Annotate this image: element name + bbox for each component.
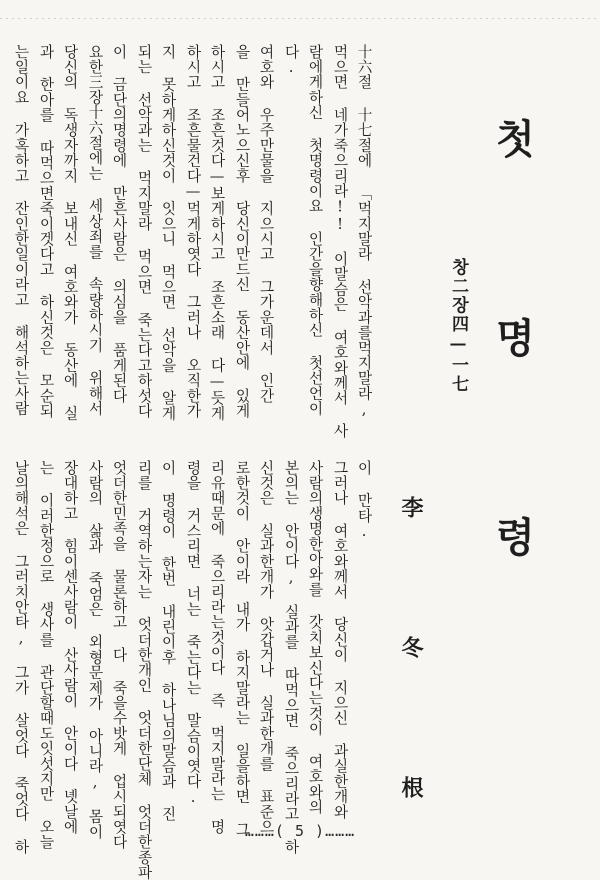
top-rule xyxy=(0,18,600,19)
text-column: 다. xyxy=(282,44,300,77)
text-column: 날의해석은 그러치안타, 그가 살엇다 죽엇다 하 xyxy=(12,460,30,855)
text-column: 사람의 삶과 죽엄은 외형문제가 아니라, 몸이 xyxy=(86,460,104,840)
text-column: 람에게하신 첫명령이요 인간을향해하신 첫선언이 xyxy=(306,44,324,416)
text-column: 사람의생명한아와를 갓치보신다는것이 여호와의 xyxy=(306,460,324,815)
article-title: 첫 명 령 xyxy=(489,118,536,612)
text-column: 당신의 독생자까지 보내신 여호와가 동산에 실 xyxy=(61,44,79,421)
author-name: 李 冬 根 xyxy=(398,496,424,844)
text-column: 로한것이 안이라 내가 하지말라는 일을하면 그 xyxy=(233,460,251,837)
text-column: 이 명령이 한번 내린이후 하나님의말슴과 진 xyxy=(159,460,177,822)
text-column: 는일이요 가혹하고 잔인한일이라고 해석하는사람 xyxy=(12,44,30,416)
text-column: 는 이러한정으로 생사를 관단할때도잇섯지만 오늘 xyxy=(37,460,55,850)
text-column: 하시고 조흔물건다—먹게하엿다 그러나 오직한가 xyxy=(184,44,202,419)
text-column: 지 못하게하신것이 잇으니 먹으면 선악을 알게 xyxy=(159,44,177,421)
text-column: 리유때문에 죽으리라는것이다 즉 먹지말라는 명 xyxy=(208,460,226,835)
text-column: 먹으면 네가죽으리라!! 이말슴은 여호와께서 사 xyxy=(331,44,349,439)
text-column: 여호와 우주만물을 지으시고 그가운데서 인간 xyxy=(257,44,275,404)
text-column: 과 한아를 따먹으면죽이겟다고 하신것은 모순되 xyxy=(37,44,55,419)
text-column: 十六절 十七절에 「먹지말라 선악과를먹지말라, xyxy=(355,44,373,419)
text-column: 하시고 조흔것다—보게하시고 조흔소래 다—듯게 xyxy=(208,44,226,421)
text-column: 장대하고 힘이센사람이 산사람이 안이다 녯날에 xyxy=(61,460,79,835)
scripture-reference: 창二장四—一七 xyxy=(448,258,468,394)
page-number: ………( 5 )……… xyxy=(244,822,356,840)
text-column: 그러나 여호와께서 당신이 지으신 과실한개와 xyxy=(331,460,349,820)
text-column: 되는 선악과는 먹지말라 먹으면 죽는다고하섯다 xyxy=(135,44,153,419)
text-column: 을 만들어노으신후 당신이만드신 동산안에 있게 xyxy=(233,44,251,419)
text-column: 신것은 실과한개가 앗갑거나 실과한개를 표준으 xyxy=(257,460,275,835)
text-column: 이 금단의명령에 만흔사람은 의심을 품게된다 xyxy=(110,44,128,404)
text-column: 엇더한민족을 물론하고 다 죽을수밧게 업시되엿다 xyxy=(110,460,128,850)
text-column: 요한三장十六절에는 세상죄를 속량하시기 위해서 xyxy=(86,44,104,416)
text-column: 리를 거역하는자는 엇더한개인 엇더한단체 엇더한종파 xyxy=(135,460,153,880)
text-column: 본의는 안이다, 실과를 따먹으면 죽으리라고 하 xyxy=(282,460,300,855)
text-column: 령을 거스리면 너는 죽는다는 말슴이엿다. xyxy=(184,460,202,807)
text-column: 이 만타. xyxy=(355,460,373,541)
